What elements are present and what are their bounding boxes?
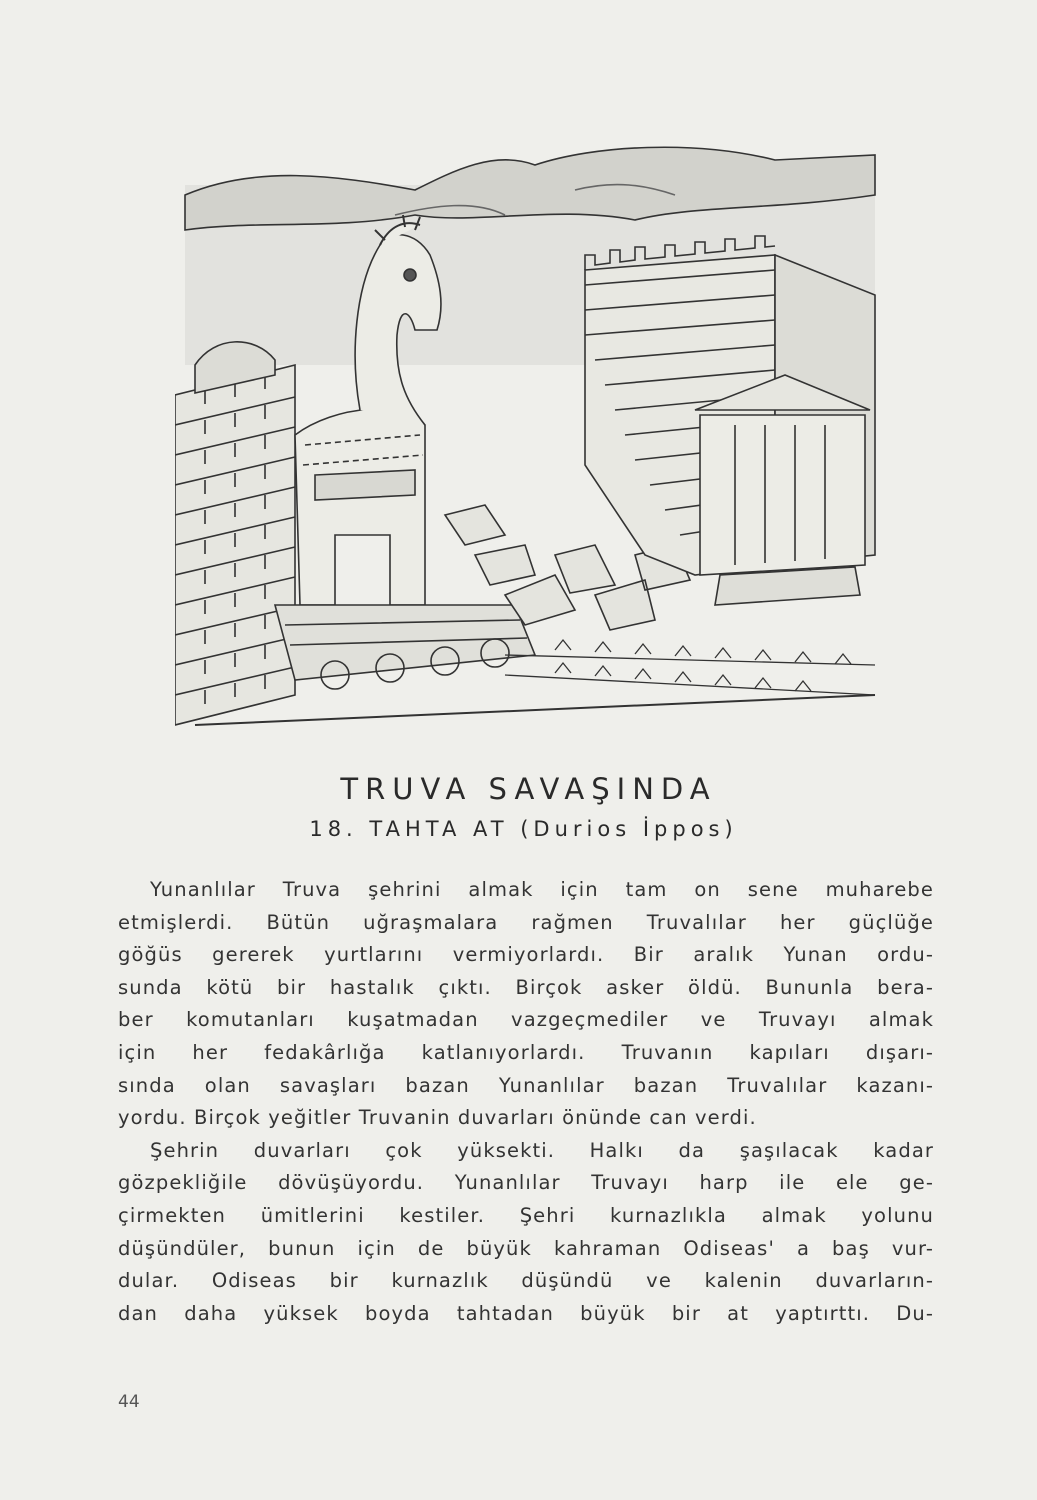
text-line: göğüs gererek yurtlarını vermiyorlardı. Bir aralık Yunan ordu- bbox=[118, 943, 934, 967]
temple bbox=[695, 375, 870, 605]
page-number: 44 bbox=[118, 1392, 140, 1412]
text-line: sunda kötü bir hastalık çıktı. Birçok asker öldü. Bununla bera- bbox=[118, 975, 934, 999]
section-subtitle: 18. TAHTA AT (Durios İppos) bbox=[309, 817, 738, 841]
ground-line bbox=[195, 695, 875, 725]
text-line: yordu. Birçok yeğitler Truvanin duvarları önünde can verdi. bbox=[118, 1106, 757, 1130]
text-line: çirmekten ümitlerini kestiler. Şehri kurnazlıkla almak yolunu bbox=[118, 1203, 934, 1227]
text-line: etmişlerdi. Bütün uğraşmalara rağmen Truvalılar her güçlüğe bbox=[118, 910, 934, 934]
body-text bbox=[118, 874, 934, 1330]
text-line: düşündüler, bunun için de büyük kahraman Odiseas' a baş vur- bbox=[118, 1236, 934, 1260]
text-line: Yunanlılar Truva şehrini almak için tam on sene muharebe bbox=[150, 878, 934, 901]
text-line: dular. Odiseas bir kurnazlık düşündü ve kalenin duvarların- bbox=[118, 1269, 934, 1293]
left-wall bbox=[175, 342, 295, 725]
people-pulling-rope bbox=[505, 640, 875, 695]
text-line: dan daha yüksek boyda tahtadan büyük bir at yaptırttı. Du- bbox=[118, 1301, 934, 1325]
text-line: gözpekliğile dövüşüyordu. Yunanlılar Truvayı harp ile ele ge- bbox=[118, 1171, 934, 1195]
text-line: ber komutanları kuşatmadan vazgeçmediler ve Truvayı almak bbox=[118, 1008, 934, 1032]
wooden-platform bbox=[275, 605, 535, 689]
text-line: Şehrin duvarları çok yüksekti. Halkı da şaşılacak kadar bbox=[150, 1138, 934, 1162]
chapter-title: TRUVA SAVAŞINDA bbox=[340, 772, 717, 806]
text-line: için her fedakârlığa katlanıyorlardı. Truvanın kapıları dışarı- bbox=[118, 1040, 934, 1064]
trojan-horse-illustration bbox=[175, 135, 885, 735]
text-line: sında olan savaşları bazan Yunanlılar bazan Truvalılar kazanı- bbox=[118, 1073, 934, 1097]
